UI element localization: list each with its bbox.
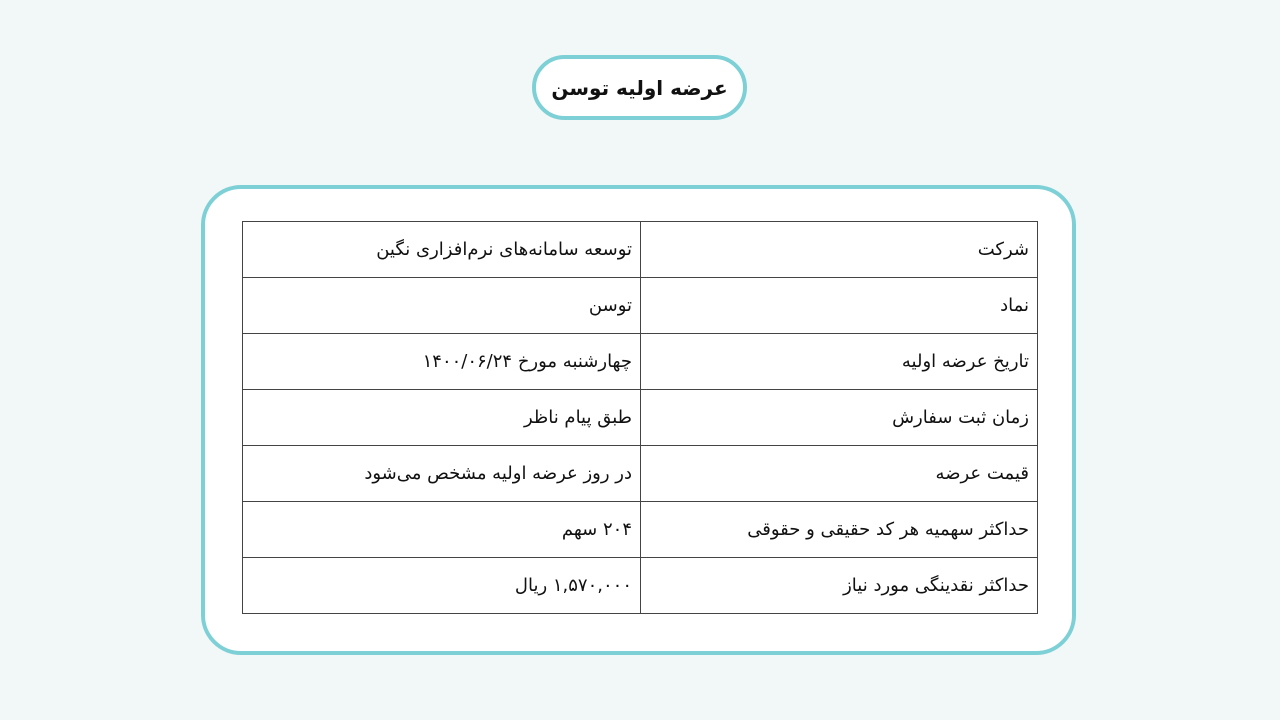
- row-value: طبق پیام ناظر: [243, 390, 641, 446]
- info-card: [201, 185, 1076, 655]
- row-value: ۱,۵۷۰,۰۰۰ ریال: [243, 558, 641, 614]
- table-row-company: [243, 222, 1038, 278]
- table-row-order-time: [243, 390, 1038, 446]
- table-row-max-cash: [243, 558, 1038, 614]
- row-value: توسعه سامانه‌های نرم‌افزاری نگین: [243, 222, 641, 278]
- page-title: عرضه اولیه توسن: [532, 55, 747, 120]
- ipo-info-table: [242, 221, 1038, 614]
- row-value: در روز عرضه اولیه مشخص می‌شود: [243, 446, 641, 502]
- row-label: حداکثر سهمیه هر کد حقیقی و حقوقی: [641, 502, 1038, 558]
- row-label: نماد: [641, 278, 1038, 334]
- row-label: تاریخ عرضه اولیه: [641, 334, 1038, 390]
- table-row-max-quota: [243, 502, 1038, 558]
- row-value: چهارشنبه مورخ ۱۴۰۰/۰۶/۲۴: [243, 334, 641, 390]
- row-label: حداکثر نقدینگی مورد نیاز: [641, 558, 1038, 614]
- table-row-symbol: [243, 278, 1038, 334]
- table-row-ipo-date: [243, 334, 1038, 390]
- row-value: توسن: [243, 278, 641, 334]
- row-value: ۲۰۴ سهم: [243, 502, 641, 558]
- table-row-offer-price: [243, 446, 1038, 502]
- row-label: شرکت: [641, 222, 1038, 278]
- row-label: قیمت عرضه: [641, 446, 1038, 502]
- row-label: زمان ثبت سفارش: [641, 390, 1038, 446]
